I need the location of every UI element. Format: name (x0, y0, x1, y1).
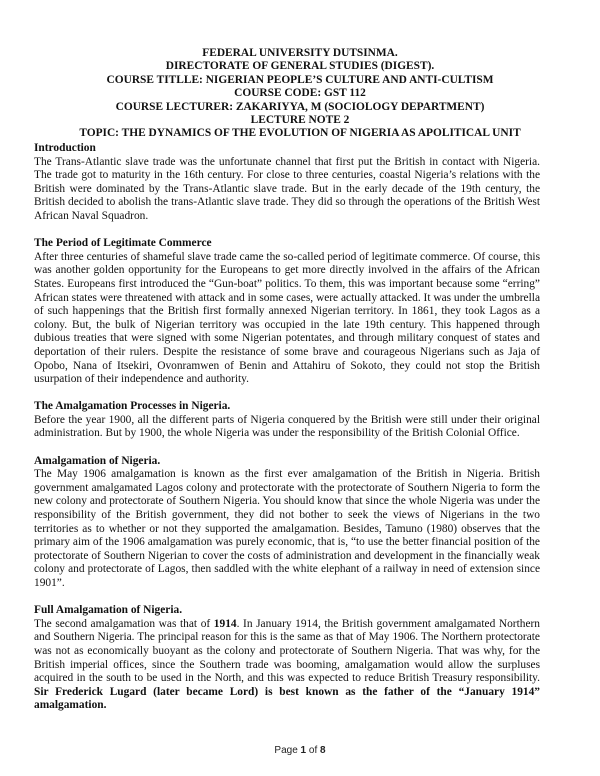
heading-introduction: Introduction (34, 142, 96, 154)
heading-amalgamation-processes: The Amalgamation Processes in Nigeria. (34, 400, 231, 413)
header-course-code: COURSE CODE: GST 112 (234, 87, 366, 100)
header-lecture-note: LECTURE NOTE 2 (250, 114, 350, 127)
footer-page-word: Page (274, 745, 298, 756)
footer-of-word: of (308, 745, 318, 756)
header-topic: TOPIC: THE DYNAMICS OF THE EVOLUTION OF NIGERIA AS APOLITICAL UNIT (79, 127, 521, 140)
document-body (34, 142, 540, 713)
header-university: FEDERAL UNIVERSITY DUTSINMA. (202, 47, 398, 59)
footer-page-number: 1 (300, 745, 307, 756)
heading-legitimate-commerce: The Period of Legitimate Commerce (34, 237, 212, 250)
full-amalgamation-lugard-note: Sir Frederick Lugard (later became Lord) is best known as the father of the “January 1914” amalgamation. (34, 685, 540, 712)
paragraph-full-amalgamation (34, 618, 540, 713)
header-course-title: COURSE TITLLE: NIGERIAN PEOPLE’S CULTURE AND ANTI-CULTISM (106, 73, 494, 86)
heading-full-amalgamation: Full Amalgamation of Nigeria. (34, 604, 183, 617)
paragraph-legitimate-commerce: After three centuries of shameful slave trade came the so-called period of legitimate commerce. Of course, this was another golden opportunity for the Europeans to get more directly involved in the affairs of the African States. Europeans first introduced the “Gun-boat” politics. To them, this was important because some “erring” African states were threatened with attack and in some cases, were actually attacked. It was under the umbrella of such happenings that the British first formally annexed Nigerian territory. In 1861, they took Lagos as a colony. But, the bulk of Nigerian territory was occupied in the late 19th century. This happened through dubious treaties that were signed with some Nigerian potentates, and through military conquest of states and deportation of their rulers. Despite the resistance of some brave and courageous Nigerians such as Jaja of Opobo, Nana of Itsekiri, Ovonramwen of Benin and Attahiru of Sokoto, they could not stop the British usurpation of their independence and authority. (34, 250, 540, 386)
page-footer (0, 745, 600, 756)
full-amalgamation-text-main: . In January 1914, the British government amalgamated Northern and Southern Nigeria. The principal reason for this is the same as that of May 1906. The Northern protectorate was not as economically buoyant as the colony and protectorate of Southern Nigeria. That was why, for the British imperial offices, since the Southern trade was booming, amalgamation would allow the surpluses acquired in the south to be used in the North, and this was expected to reduce British Treasury responsibility. (34, 617, 540, 685)
document-header (20, 47, 580, 141)
paragraph-introduction: The Trans-Atlantic slave trade was the unfortunate channel that first put the British in contact with Nigeria. The trade got to maturity in the 16th century. For close to three centuries, coastal Nigeria’s relations with the British were dominated by the Trans-Atlantic slave trade. But in the early decade of the 19th century, the British decided to abolish the trans-Atlantic slave trade. They did so through the operations of the British West African Naval Squadron. (34, 155, 540, 222)
paragraph-amalgamation-processes: Before the year 1900, all the different parts of Nigeria conquered by the British were still under their original administration. But by 1900, the whole Nigeria was under the responsibility of the British Colonial Office. (34, 413, 540, 440)
heading-amalgamation-of-nigeria: Amalgamation of Nigeria. (34, 454, 161, 467)
header-course-lecturer: COURSE LECTURER: ZAKARIYYA, M (SOCIOLOGY DEPARTMENT) (115, 100, 485, 113)
paragraph-amalgamation-of-nigeria: The May 1906 amalgamation is known as the first ever amalgamation of the British in Nigeria. British government amalgamated Lagos colony and protectorate with the protectorate of Southern Nigeria to form the new colony and protectorate of Southern Nigeria. You should know that since the whole Nigeria was under the responsibility of the British government, they did not bother to seek the views of Nigerians in the two territories as to whether or not they supported the amalgamation. Besides, Tamuno (1980) observes that the primary aim of the 1906 amalgamation was purely economic, that is, “to use the better financial position of the protectorate of Southern Nigerian to cover the costs of administration and development in the financially weak colony and protectorate of Lagos, then saddled with the white elephant of a railway in need of extension since 1901”. (34, 468, 540, 589)
full-amalgamation-year: 1914 (213, 617, 237, 630)
full-amalgamation-text-pre: The second amalgamation was that of (34, 617, 214, 630)
footer-page-total: 8 (320, 745, 326, 756)
header-directorate: DIRECTORATE OF GENERAL STUDIES (DIGEST). (165, 60, 435, 73)
